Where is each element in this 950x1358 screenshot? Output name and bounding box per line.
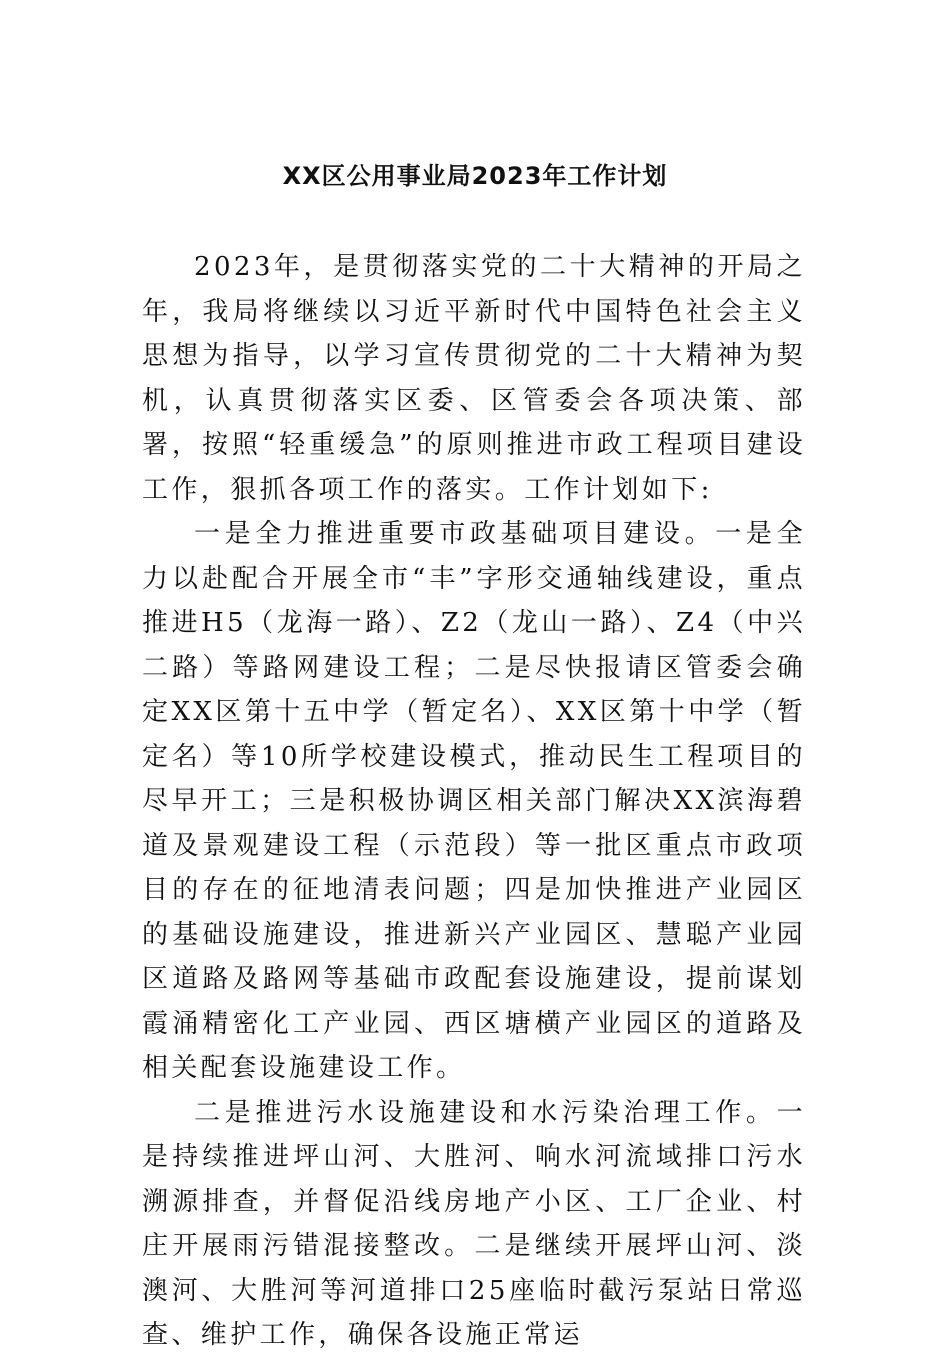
document-title: XX区公用事业局2023年工作计划	[282, 162, 668, 190]
paragraph-infrastructure: 一是全力推进重要市政基础项目建设。一是全力以赴配合开展全市“丰”字形交通轴线建设，重点推进H5（龙海一路）、Z2（龙山一路）、Z4（中兴二路）等路网建设工程；二是尽快报请区管委会确定XX区第十五中学（暂定名）、XX区第十中学（暂定名）等10所学校建设模式，推动民生工程项目的尽早开工；三是积极协调区相关部门解决XX滨海碧道及景观建设工程（示范段）等一批区重点市政项目的存在的征地清表问题；四是加快推进产业园区的基础设施建设，推进新兴产业园区、慧聪产业园区道路及路网等基础市政配套设施建设，提前谋划霞涌精密化工产业园、西区塘横产业园区的道路及相关配套设施建设工作。	[142, 519, 806, 1083]
paragraph-intro: 2023年，是贯彻落实党的二十大精神的开局之年，我局将继续以习近平新时代中国特色社会主义思想为指导，以学习宣传贯彻党的二十大精神为契机，认真贯彻落实区委、区管委会各项决策、部署，按照“轻重缓急”的原则推进市政工程项目建设工作，狠抓各项工作的落实。工作计划如下:	[142, 252, 806, 505]
document-body	[142, 245, 806, 1358]
paragraph-sewage: 二是推进污水设施建设和水污染治理工作。一是持续推进坪山河、大胜河、响水河流域排口污水溯源排查，并督促沿线房地产小区、工厂企业、村庄开展雨污错混接整改。二是继续开展坪山河、淡澳河、大胜河等河道排口25座临时截污泵站日常巡查、维护工作，确保各设施正常运	[142, 1097, 806, 1350]
